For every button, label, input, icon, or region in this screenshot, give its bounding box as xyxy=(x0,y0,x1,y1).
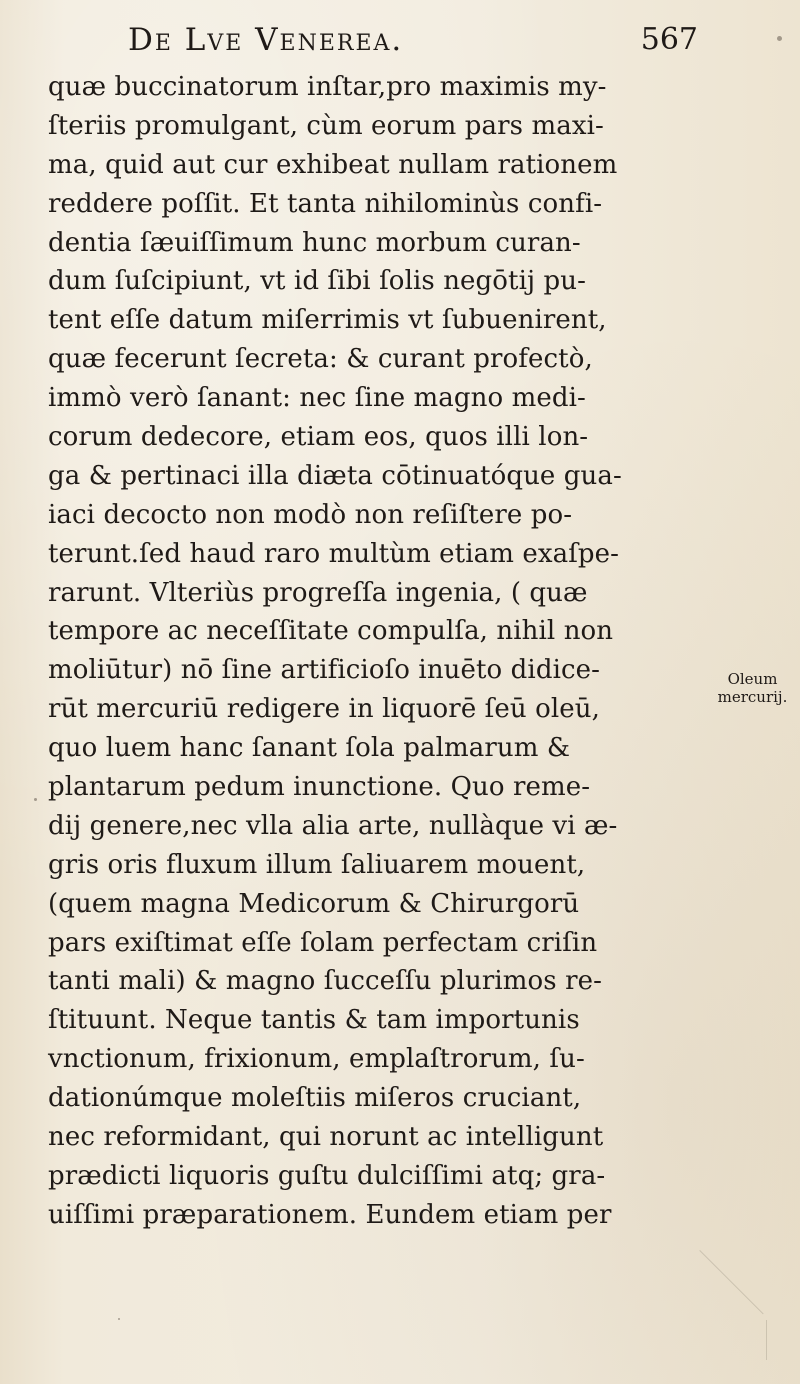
paper-fiber xyxy=(699,1250,763,1314)
text-line: corum dedecore, etiam eos, quos illi lon- xyxy=(48,422,589,453)
text-line: ſteriis promulgant, cùm eorum pars maxi- xyxy=(48,110,604,141)
text-line: rūt mercuriū redigere in liquorē ſeū oleū, xyxy=(48,694,600,725)
text-line: vnctionum, frixionum, emplaſtrorum, ſu- xyxy=(48,1044,585,1075)
text-line: dij genere,nec vlla alia arte, nullàque vi æ- xyxy=(48,810,618,841)
text-line: quæ fecerunt ſecreta: & curant profectò, xyxy=(48,344,593,375)
text-line: tempore ac neceſſitate compulſa, nihil non xyxy=(48,616,614,647)
marginal-note xyxy=(710,670,795,706)
text-line: nec reformidant, qui norunt ac intelligunt xyxy=(48,1122,604,1153)
ink-speck xyxy=(777,36,782,41)
text-line: rarunt. Vlteriùs progreſſa ingenia, ( quæ xyxy=(48,577,588,608)
text-line: plantarum pedum inunctione. Quo reme- xyxy=(48,772,591,803)
text-line: quo luem hanc ſanant ſola palmarum & xyxy=(48,733,571,764)
text-line: ſtituunt. Neque tantis & tam importunis xyxy=(48,1005,580,1036)
text-line: dationúmque moleſtiis miſeros cruciant, xyxy=(48,1083,582,1114)
body-text xyxy=(48,68,622,1235)
running-title: De Lve Venerea. xyxy=(128,22,404,58)
text-line: quæ buccinatorum inſtar,pro maximis my- xyxy=(48,72,607,102)
text-line: (quem magna Medicorum & Chirurgorū xyxy=(48,888,580,919)
ink-speck xyxy=(118,1318,120,1320)
page-number: 567 xyxy=(640,22,698,57)
marginal-note-line: mercurij. xyxy=(717,688,788,706)
text-line: uiſſimi præparationem. Eundem etiam per xyxy=(48,1199,612,1230)
text-line: moliūtur) nō ſine artificioſo inuēto didice- xyxy=(48,655,601,686)
paper-fiber xyxy=(766,1320,767,1360)
ink-speck xyxy=(34,798,37,801)
text-line: prædicti liquoris guſtu dulciſſimi atq; gra- xyxy=(48,1160,606,1191)
text-line: ma, quid aut cur exhibeat nullam rationem xyxy=(48,149,618,180)
text-line: dum ſuſcipiunt, vt id ſibi ſolis negōtij pu- xyxy=(48,266,586,297)
text-line: dentia ſæuiſſimum hunc morbum curan- xyxy=(48,227,581,258)
text-line: immò verò ſanant: nec ſine magno medi- xyxy=(48,383,586,414)
running-head xyxy=(128,18,698,62)
text-line: tanti mali) & magno ſucceſſu plurimos re- xyxy=(48,966,602,997)
text-line: ga & pertinaci illa diæta cōtinuatóque gua- xyxy=(48,460,622,491)
text-line: reddere poſſit. Et tanta nihilominùs confi- xyxy=(48,188,603,219)
text-line: gris oris fluxum illum ſaliuarem mouent, xyxy=(48,849,586,880)
marginal-note-line: Oleum xyxy=(727,670,778,688)
text-line: pars exiſtimat eſſe ſolam perfectam criſin xyxy=(48,927,598,958)
text-line: iaci decocto non modò non reſiſtere po- xyxy=(48,499,573,530)
text-line: terunt.ſed haud raro multùm etiam exaſpe- xyxy=(48,538,620,569)
text-line: tent eſſe datum miſerrimis vt ſubuenirent, xyxy=(48,305,607,336)
